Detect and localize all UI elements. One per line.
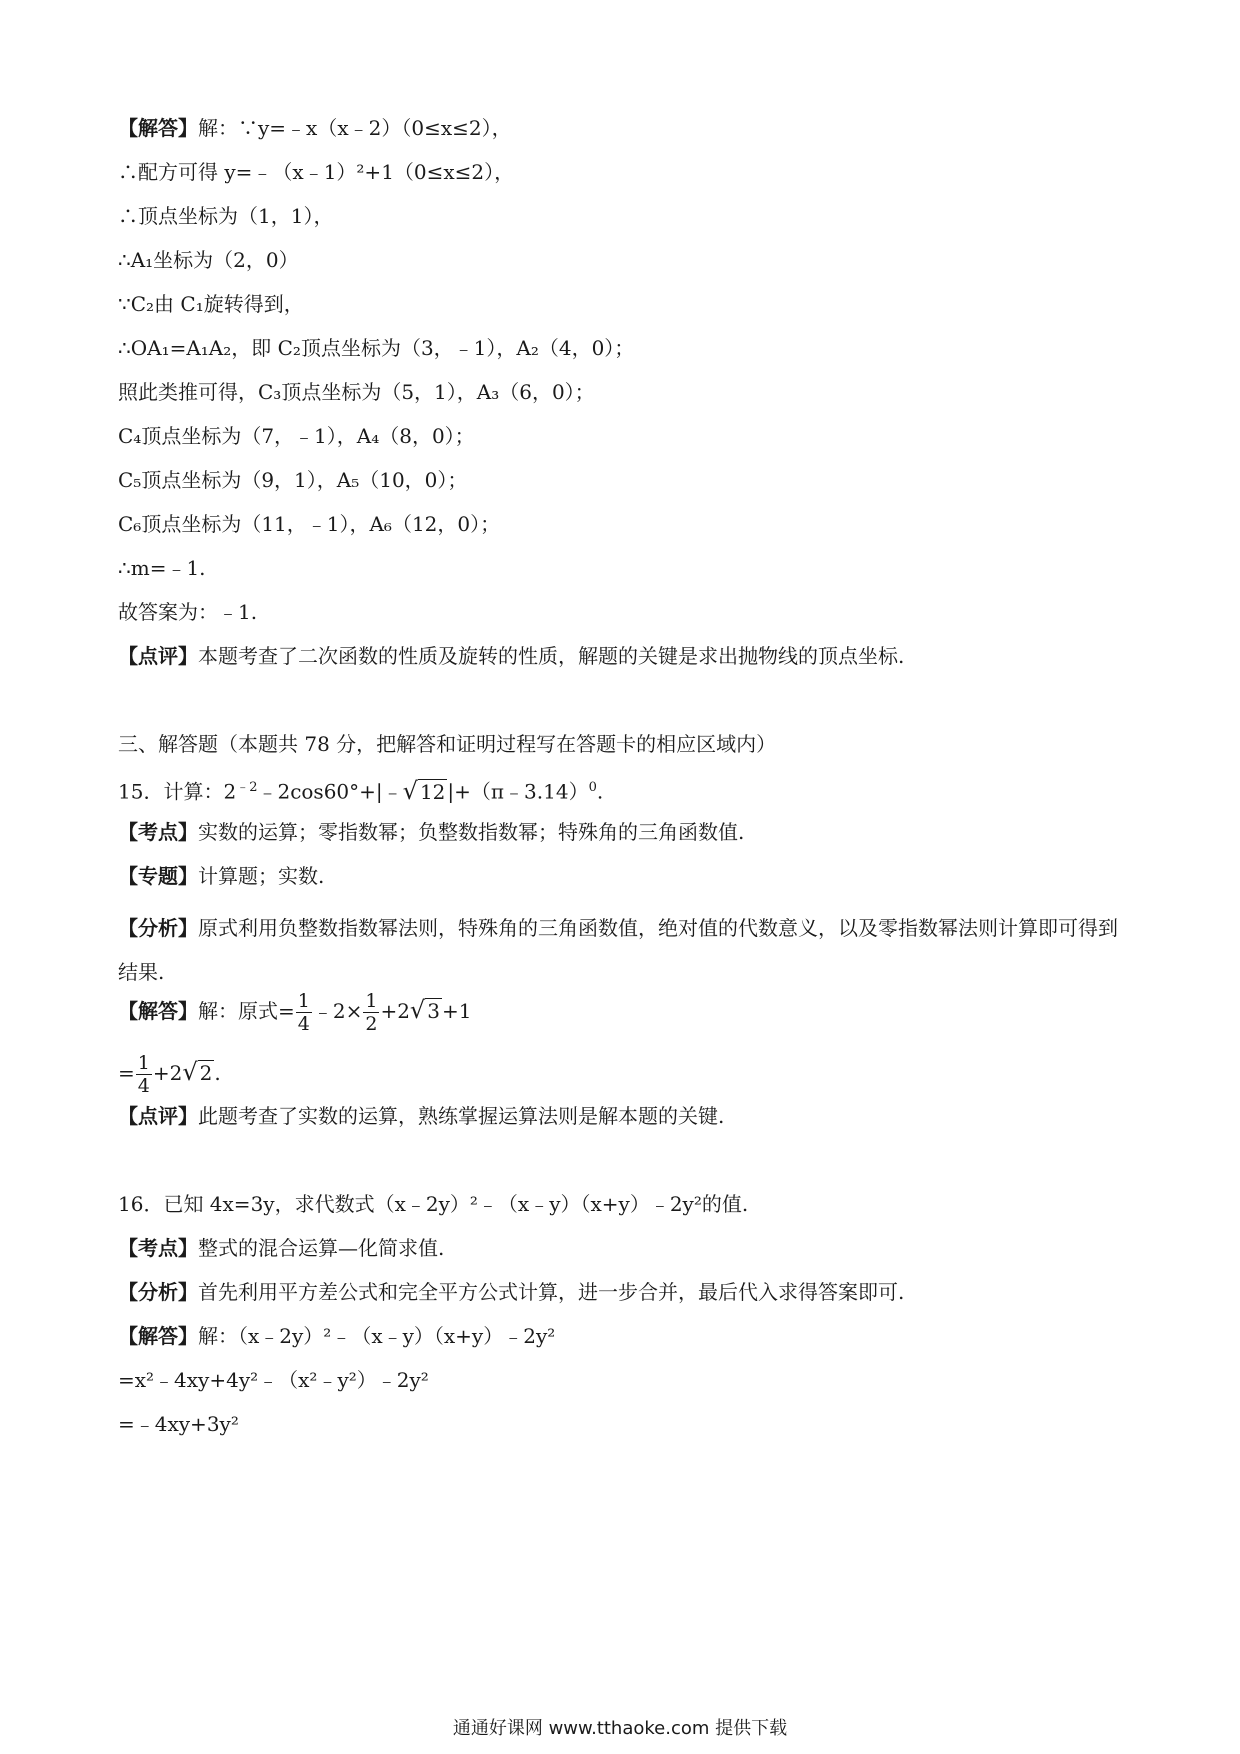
solution-line-2: ∴配方可得 y=﹣（x﹣1）²+1（0≤x≤2）， — [118, 160, 515, 184]
q16-step2: =﹣4xy+3y² — [118, 1412, 239, 1436]
fraction-1-4-result: $\frac{1}{4}$ — [137, 1052, 150, 1097]
q16-step1: =x²﹣4xy+4y²﹣（x²﹣y²）﹣2y² — [118, 1368, 429, 1392]
solution-line-4: ∴A₁坐标为（2，0） — [118, 248, 299, 272]
q15-zhuanti: 【专题】计算题；实数. — [118, 864, 325, 888]
q16-fenxi: 【分析】首先利用平方差公式和完全平方公式计算，进一步合并，最后代入求得答案即可. — [118, 1280, 905, 1304]
q15-dianping: 【点评】此题考查了实数的运算，熟练掌握运算法则是解本题的关键. — [118, 1104, 725, 1128]
solution-line-6: ∴OA₁=A₁A₂，即 C₂顶点坐标为（3，﹣1），A₂（4，0）； — [118, 336, 635, 360]
q16-jieda: 【解答】解：（x﹣2y）²﹣（x﹣y）（x+y）﹣2y² — [118, 1324, 556, 1348]
page-footer: 通通好课网 www.tthaoke.com 提供下载 — [452, 1718, 788, 1739]
q16-stem: 16．已知 4x=3y，求代数式（x﹣2y）²﹣（x﹣y）（x+y）﹣2y²的值. — [118, 1192, 749, 1216]
solution-line-3: ∴顶点坐标为（1，1）， — [118, 204, 334, 228]
fraction-1-2: $\frac{1}{2}$ — [365, 990, 378, 1035]
solution-line-5: ∵C₂由 C₁旋转得到， — [118, 292, 304, 316]
answer-line: 故答案为：﹣1. — [118, 600, 258, 624]
q16-kaodian: 【考点】整式的混合运算—化简求值. — [118, 1236, 445, 1260]
solution-line-9: C₅顶点坐标为（9，1），A₅（10，0）； — [118, 468, 468, 492]
solution-line-11: ∴m=﹣1. — [118, 556, 206, 580]
q15-stem: 15．计算：$2^{﹣2}﹣2\cos 60^\circ+|﹣√$ 12 |+（π﹣3.14）$^0$. — [118, 776, 604, 805]
solution-line-7: 照此类推可得，C₃顶点坐标为（5，1），A₃（6，0）； — [118, 380, 595, 404]
solution-line-10: C₆顶点坐标为（11，﹣1），A₆（12，0）； — [118, 512, 501, 536]
sqrt-12: √ 12 — [402, 776, 446, 805]
solution-line-1: 【解答】解：∵y=﹣x（x﹣2）（0≤x≤2）， — [118, 116, 512, 140]
section-title: 三、解答题（本题共 78 分，把解答和证明过程写在答题卡的相应区域内） — [118, 732, 777, 756]
solution-line-8: C₄顶点坐标为（7，﹣1），A₄（8，0）； — [118, 424, 475, 448]
q15-kaodian: 【考点】实数的运算；零指数幂；负整数指数幂；特殊角的三角函数值. — [118, 820, 745, 844]
q15-result: = $\frac{1}{4}$ +2√ 2 . — [118, 1052, 221, 1097]
sqrt-2: √ 2 — [182, 1058, 213, 1086]
fraction-1-4: $\frac{1}{4}$ — [297, 990, 310, 1035]
q15-jieda: 【解答】解：原式= $\frac{1}{4}$ ﹣2× $\frac{1}{2}$ +2√ 3 +1 — [118, 990, 472, 1035]
q15-fenxi: 【分析】原式利用负整数指数幂法则，特殊角的三角函数值，绝对值的代数意义，以及零指数幂法则计算即可得到结果. — [118, 916, 1118, 984]
sqrt-3: √ 3 — [409, 996, 440, 1024]
review-line: 【点评】本题考查了二次函数的性质及旋转的性质，解题的关键是求出抛物线的顶点坐标. — [118, 644, 905, 668]
